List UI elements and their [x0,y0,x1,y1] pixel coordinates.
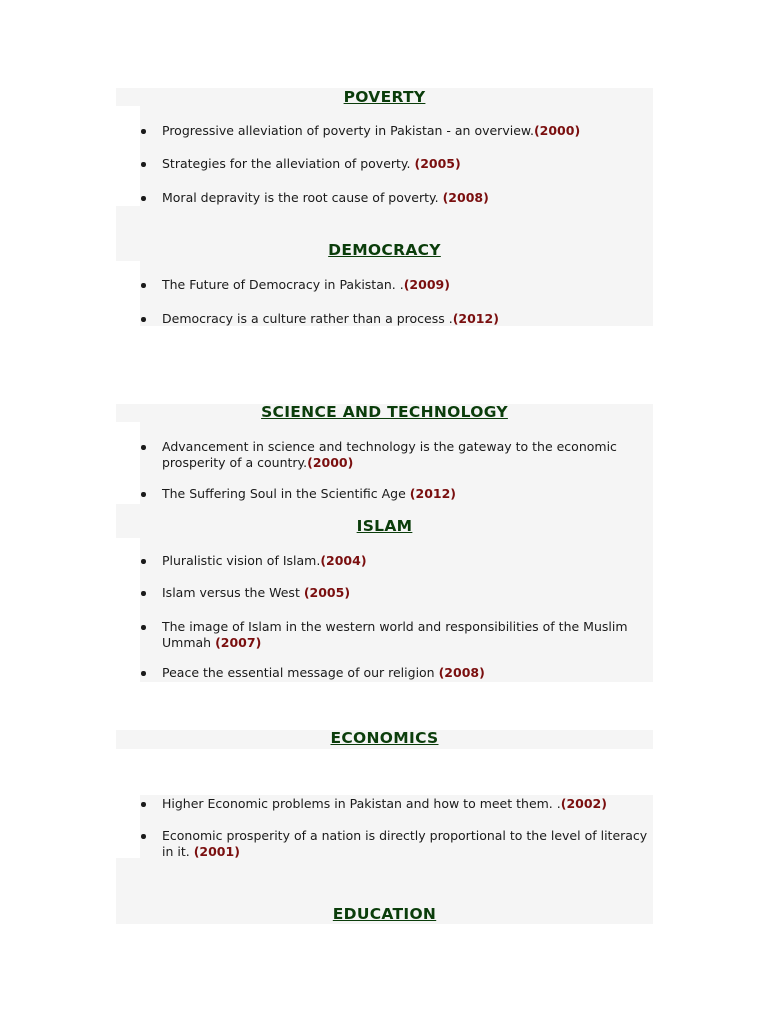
year-label: (2005) [414,156,461,171]
list-item [162,828,652,859]
list-item [162,619,652,650]
topic-text: The Future of Democracy in Pakistan. . [162,277,404,292]
list-item [162,277,652,293]
topic-text: Peace the essential message of our religion [162,665,439,680]
year-label: (2002) [560,796,607,811]
list-item [162,553,652,569]
year-label: (2000) [307,454,354,470]
year-label: (2007) [215,634,262,650]
list-item [162,123,652,139]
list-item [162,796,652,812]
topic-text: The image of Islam in the western world and responsibilities of the Muslim Ummah [162,619,628,650]
list-item [162,486,652,502]
section-heading-islam: ISLAM [356,517,413,535]
topic-text: The Suffering Soul in the Scientific Age [162,486,410,501]
list-item [162,439,652,470]
year-label: (2009) [403,277,450,292]
year-label: (2008) [438,665,485,680]
topic-text: Islam versus the West [162,585,304,600]
list-item [162,585,652,601]
year-label: (2004) [320,553,367,568]
section-heading-democracy: DEMOCRACY [328,241,441,259]
year-label: (2005) [303,585,351,600]
topic-text: Pluralistic vision of Islam. [162,553,321,568]
list-item [162,156,652,172]
topic-text: Progressive alleviation of poverty in Pakistan - an overview. [162,123,534,138]
year-label: (2012) [452,311,499,326]
topic-text: Democracy is a culture rather than a process . [162,311,453,326]
topic-text: Strategies for the alleviation of poverty. [162,156,415,171]
topic-text: Moral depravity is the root cause of poverty. [162,190,443,205]
section-heading-science-and-technology: SCIENCE AND TECHNOLOGY [261,403,508,421]
year-label: (2000) [533,123,581,138]
list-item [162,190,652,206]
year-label: (2001) [193,843,240,859]
section-heading-education: EDUCATION [332,905,437,923]
topic-text: Economic prosperity of a nation is directly proportional to the level of literacy in it. [162,828,648,859]
section-heading-poverty: POVERTY [343,88,426,106]
list-item [162,311,652,327]
section-heading-economics: ECONOMICS [330,729,439,747]
topic-text: Higher Economic problems in Pakistan and how to meet them. . [162,796,561,811]
year-label: (2012) [409,486,456,501]
topic-text: Advancement in science and technology is the gateway to the economic prosperity of a country. [162,439,617,470]
list-item [162,665,652,681]
year-label: (2008) [442,190,489,205]
